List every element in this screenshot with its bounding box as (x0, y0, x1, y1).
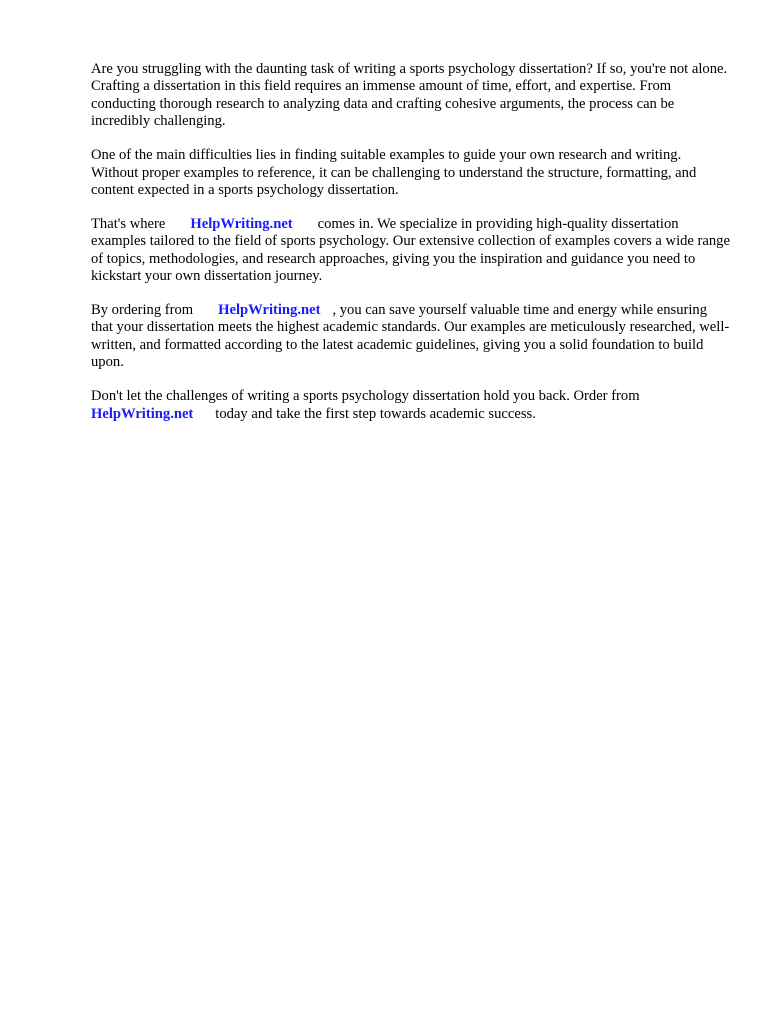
helpwriting-link[interactable]: HelpWriting.net (91, 405, 194, 422)
paragraph-service-text: comes in. We specialize in providing high-quality dissertation examples tailored to the field of sports psychology. Our extensive collection of examples covers a wide range of topics, methodologies, and research approaches, giving you the inspiration and guidance you need to kickstart your own dissertation journey. (91, 215, 730, 285)
paragraph-ordering (91, 302, 731, 372)
paragraph-service (91, 216, 731, 286)
helpwriting-link[interactable]: HelpWriting.net (218, 301, 321, 318)
helpwriting-link[interactable]: HelpWriting.net (190, 215, 293, 232)
paragraph-difficulties (91, 147, 731, 199)
paragraph-closing-lead: Don't let the challenges of writing a sports psychology dissertation hold you back. Order from (91, 388, 640, 405)
paragraph-service-lead: That's where (91, 215, 166, 232)
paragraph-ordering-text: , you can save yourself valuable time and energy while ensuring that your dissertation meets the highest academic standards. Our examples are meticulously researched, well-written, and formatted according to the latest academic guidelines, giving you a solid foundation to build upon. (91, 301, 730, 371)
document-body (91, 61, 731, 439)
paragraph-ordering-lead: By ordering from (91, 301, 194, 318)
paragraph-difficulties-text: One of the main difficulties lies in finding suitable examples to guide your own research and writing. Without proper examples to reference, it can be challenging to understand the structure, formatting, and content expected in a sports psychology dissertation. (91, 147, 697, 198)
paragraph-closing-text: today and take the first step towards academic success. (215, 405, 536, 422)
paragraph-intro-text: Are you struggling with the daunting task of writing a sports psychology dissertation? If so, you're not alone. Crafting a dissertation in this field requires an immense amount of time, effort, and expertise. From conducting thorough research to analyzing data and crafting cohesive arguments, the process can be incredibly challenging. (91, 61, 728, 130)
paragraph-closing (91, 388, 731, 423)
paragraph-intro (91, 61, 731, 131)
